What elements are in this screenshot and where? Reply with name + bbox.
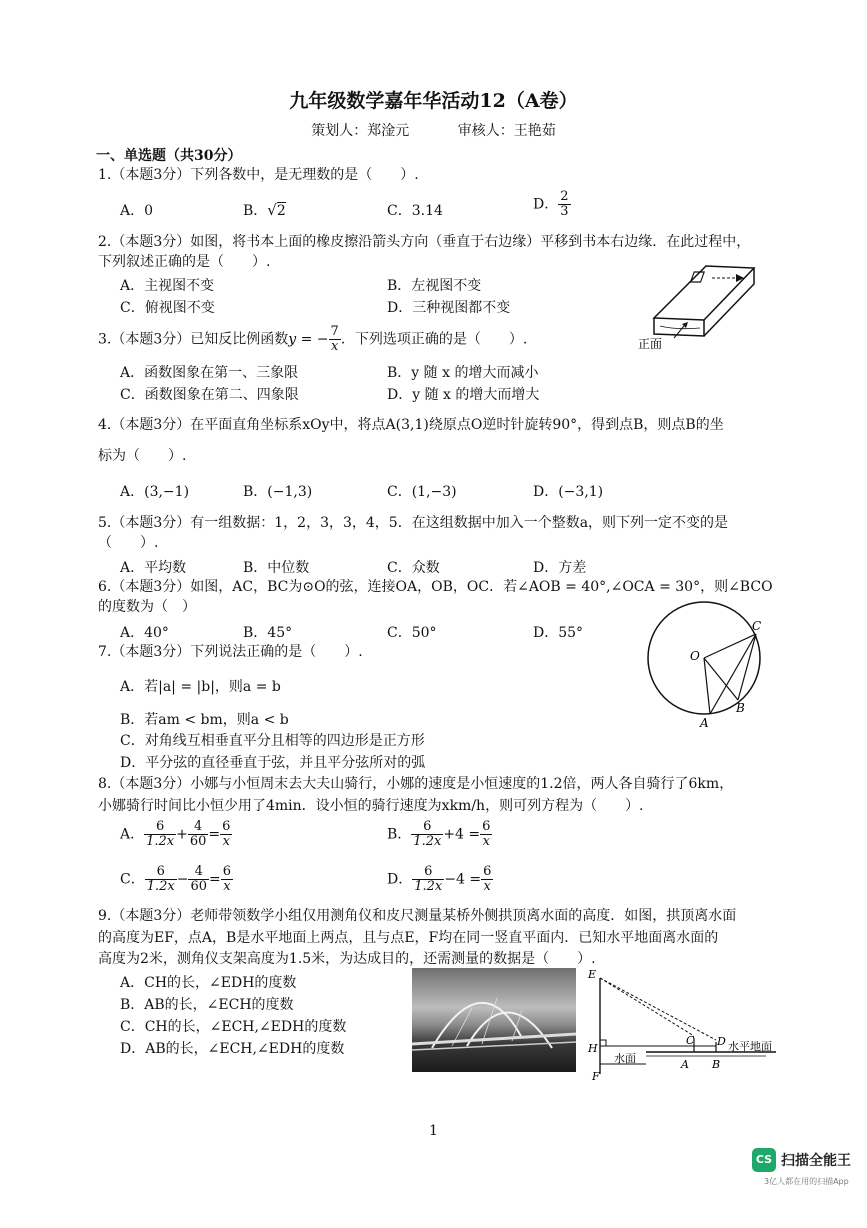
question-4-stem-line2: 标为（ ）. bbox=[98, 448, 187, 464]
q6-option-a: A．40° bbox=[120, 625, 169, 641]
q4-option-d: D．(−3,1) bbox=[533, 484, 604, 500]
q3-option-c: C．函数图象在第二、四象限 bbox=[120, 387, 299, 403]
question-8-stem-line2: 小娜骑行时间比小恒少用了4min．设小恒的骑行速度为xkm/h，则可列方程为（ ）. bbox=[98, 798, 644, 814]
question-6-stem-line2: 的度数为（ ） bbox=[98, 599, 196, 615]
q9-option-c: C．CH的长，∠ECH,∠EDH的度数 bbox=[120, 1019, 347, 1035]
planner: 策划人：郑淦元 bbox=[311, 123, 410, 139]
question-9-stem-line3: 高度为2米，测角仪支架高度为1.5米，为达成目的，还需测量的数据是（ ）. bbox=[98, 951, 596, 967]
point-d-label: D bbox=[717, 1035, 726, 1048]
q4-option-c: C．(1,−3) bbox=[387, 484, 457, 500]
q7-option-a: A．若|a| = |b|，则a = b bbox=[120, 679, 281, 695]
q6-option-b: B．45° bbox=[243, 625, 293, 641]
q1-option-a: A．0 bbox=[120, 203, 154, 219]
point-b-label: B bbox=[712, 1058, 721, 1071]
q4-option-a: A．(3,−1) bbox=[120, 484, 190, 500]
question-2-stem-line2: 下列叙述正确的是（ ）. bbox=[98, 254, 271, 270]
q7-option-d: D．平分弦的直径垂直于弦，并且平分弦所对的弧 bbox=[120, 755, 426, 771]
point-e-label: E bbox=[588, 968, 597, 981]
bridge-photo bbox=[412, 968, 576, 1072]
question-3-stem: 3.（本题3分）已知反比例函数y = − $\frac{7}{x}$ ．下列选项正确的是（ ）. bbox=[98, 324, 528, 354]
q6-option-c: C．50° bbox=[387, 625, 437, 641]
q5-option-a: A．平均数 bbox=[120, 560, 187, 576]
q2-option-a: A．主视图不变 bbox=[120, 278, 215, 294]
question-7-stem: 7.（本题3分）下列说法正确的是（ ）. bbox=[98, 644, 363, 660]
author-line bbox=[0, 120, 867, 140]
q4-option-b: B．(−1,3) bbox=[243, 484, 313, 500]
question-9-stem-line1: 9.（本题3分）老师带领数学小组仅用测角仪和皮尺测量某桥外侧拱顶离水面的高度．如图，拱顶离水面 bbox=[98, 908, 737, 924]
question-6-stem-line1: 6.（本题3分）如图，AC，BC为⊙O的弦，连接OA，OB，OC．若∠AOB = 40°,∠OCA = 30°，则∠BCO bbox=[98, 579, 773, 595]
ground-label: 水平地面 bbox=[728, 1040, 772, 1053]
q8-option-c: C． $\frac{6}{1.2x}$ − $\frac{4}{60}$ = $\frac{6}{x}$ bbox=[120, 864, 232, 894]
front-label: 正面 bbox=[638, 337, 663, 351]
q8-option-b: B． $\frac{6}{1.2x}$ +4 = $\frac{6}{x}$ bbox=[387, 819, 491, 849]
question-5-stem-line2: （ ）. bbox=[98, 535, 159, 551]
point-f-label: F bbox=[592, 1070, 600, 1083]
point-b-label: B bbox=[736, 701, 745, 715]
water-label: 水面 bbox=[614, 1052, 636, 1065]
q7-option-b: B．若am < bm，则a < b bbox=[120, 712, 289, 728]
question-5-stem-line1: 5.（本题3分）有一组数据：1，2，3，3，4，5．在这组数据中加入一个整数a，则下列一定不变的是 bbox=[98, 515, 729, 531]
scanner-logo-icon: CS bbox=[752, 1148, 776, 1172]
point-a-label: A bbox=[700, 716, 709, 730]
q8-option-d: D． $\frac{6}{1.2x}$ −4 = $\frac{6}{x}$ bbox=[387, 864, 492, 894]
point-c-label: C bbox=[752, 619, 762, 633]
question-2-stem-line1: 2.（本题3分）如图，将书本上面的橡皮擦沿箭头方向（垂直于右边缘）平移到书本右边缘．在此过程中， bbox=[98, 234, 751, 250]
q9-option-a: A．CH的长，∠EDH的度数 bbox=[120, 975, 297, 991]
point-o-label: O bbox=[690, 649, 700, 663]
point-h-label: H bbox=[588, 1042, 598, 1055]
scanner-app-name: 扫描全能王 bbox=[781, 1153, 851, 1169]
page-number: 1 bbox=[429, 1123, 438, 1139]
question-1-stem: 1.（本题3分）下列各数中，是无理数的是（ ）. bbox=[98, 167, 419, 183]
question-9-stem-line2: 的高度为EF，点A，B是水平地面上两点，且与点E，F均在同一竖直平面内．已知水平地面离水面的 bbox=[98, 930, 719, 946]
q1-option-d: D． $\frac{2}{3}$ bbox=[533, 189, 569, 219]
q8-option-a: A． $\frac{6}{1.2x}$ + $\frac{4}{60}$ = $\frac{6}{x}$ bbox=[120, 819, 231, 849]
q1-option-c: C．3.14 bbox=[387, 203, 443, 219]
measurement-diagram bbox=[586, 966, 786, 1084]
q5-option-c: C．众数 bbox=[387, 560, 440, 576]
q6-option-d: D．55° bbox=[533, 625, 584, 641]
page-title: 九年级数学嘉年华活动12（A卷） bbox=[289, 90, 578, 112]
q5-option-d: D．方差 bbox=[533, 560, 587, 576]
q5-option-b: B．中位数 bbox=[243, 560, 310, 576]
point-a-label: A bbox=[681, 1058, 689, 1071]
q2-option-b: B．左视图不变 bbox=[387, 278, 482, 294]
scanner-tagline: 3亿人都在用的扫描App bbox=[764, 1177, 849, 1186]
q9-option-b: B．AB的长，∠ECH的度数 bbox=[120, 997, 294, 1013]
point-c-label: C bbox=[686, 1034, 695, 1047]
q9-option-d: D．AB的长，∠ECH,∠EDH的度数 bbox=[120, 1041, 345, 1057]
question-4-stem-line1: 4.（本题3分）在平面直角坐标系xOy中，将点A(3,1)绕原点O逆时针旋转90°，得到点B，则点B的坐 bbox=[98, 417, 724, 433]
question-8-stem-line1: 8.（本题3分）小娜与小恒周末去大夫山骑行，小娜的速度是小恒速度的1.2倍，两人各自骑行了6km， bbox=[98, 776, 734, 792]
circle-figure bbox=[640, 600, 770, 730]
q1-option-b: B．√2 bbox=[243, 201, 286, 219]
q7-option-c: C．对角线互相垂直平分且相等的四边形是正方形 bbox=[120, 733, 425, 749]
q3-option-a: A．函数图象在第一、三象限 bbox=[120, 365, 299, 381]
q3-option-b: B．y 随 x 的增大而减小 bbox=[387, 365, 539, 381]
q2-option-d: D．三种视图都不变 bbox=[387, 300, 511, 316]
reviewer: 审核人：王艳茹 bbox=[457, 123, 556, 139]
section-heading: 一、单选题（共30分） bbox=[96, 148, 242, 164]
q2-option-c: C．俯视图不变 bbox=[120, 300, 215, 316]
q3-option-d: D．y 随 x 的增大而增大 bbox=[387, 387, 540, 403]
